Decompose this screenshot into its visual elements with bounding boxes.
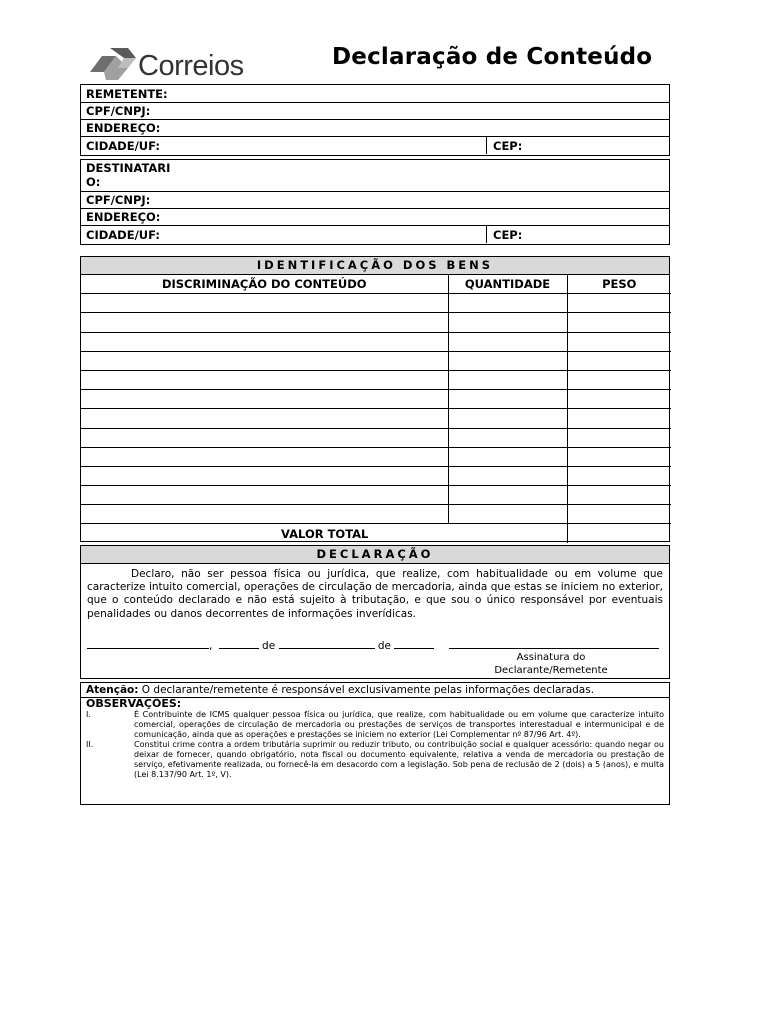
valor-total-label: VALOR TOTAL xyxy=(81,524,567,543)
bens-table xyxy=(81,275,671,543)
quantidade-cell[interactable] xyxy=(448,466,567,485)
observacao-text: É Contribuinte de ICMS qualquer pessoa física ou jurídica, que realize, com habitualidade ou em volume que caracterize intuito comercial, operações de circulação de mercadoria ou prestações de serviços de transportes interestadual e intermunicipal e de comunicação, ainda que as operações e prestações se iniciem no exterior (Lei Complementar nº 87/96 Art. 4º). xyxy=(134,710,664,739)
remetente-section xyxy=(80,84,670,156)
observacoes-section xyxy=(80,682,670,805)
bens-item-row xyxy=(81,447,671,466)
remetente-cpf-label: CPF/CNPJ: xyxy=(86,104,151,118)
declaracao-text: Declaro, não ser pessoa física ou jurídica, que realize, com habitualidade ou em volume que caracterize intuito comercial, operações de circulação de mercadoria, ainda que estas se iniciem no exterior, que o conteúdo declarado e não está sujeito à tributação, e que sou o único responsável por eventuais penalidades ou danos decorrentes de informações inverídicas. xyxy=(87,568,663,620)
quantidade-cell[interactable] xyxy=(448,486,567,505)
peso-cell[interactable] xyxy=(567,351,671,370)
valor-total-value[interactable] xyxy=(567,524,671,543)
atencao-label: Atenção: xyxy=(86,684,139,696)
observacoes-title: OBSERVAÇÕES: xyxy=(86,697,182,710)
signature-blank-wrap xyxy=(449,638,659,652)
peso-cell[interactable] xyxy=(567,370,671,389)
declaracao-section xyxy=(80,545,670,679)
valor-total-row xyxy=(81,524,671,543)
quantidade-cell[interactable] xyxy=(448,351,567,370)
remetente-name-label: REMETENTE: xyxy=(86,86,168,101)
quantidade-cell[interactable] xyxy=(448,313,567,332)
peso-cell[interactable] xyxy=(567,428,671,447)
discriminacao-cell[interactable] xyxy=(81,409,448,428)
destinatario-name-label: DESTINATARI O: xyxy=(86,161,171,189)
year-blank[interactable] xyxy=(394,638,434,649)
col-header-quantidade: QUANTIDADE xyxy=(448,275,567,294)
observacao-num: I. xyxy=(86,710,91,719)
peso-cell[interactable] xyxy=(567,390,671,409)
day-blank[interactable] xyxy=(219,638,259,649)
de-text-2: de xyxy=(377,640,391,652)
signature-blank[interactable] xyxy=(449,638,659,649)
peso-cell[interactable] xyxy=(567,313,671,332)
quantidade-cell[interactable] xyxy=(448,390,567,409)
quantidade-cell[interactable] xyxy=(448,447,567,466)
bens-item-row xyxy=(81,332,671,351)
discriminacao-cell[interactable] xyxy=(81,390,448,409)
observacao-item xyxy=(81,740,669,780)
bens-section xyxy=(80,256,670,542)
observacao-text: Constitui crime contra a ordem tributária suprimir ou reduzir tributo, ou contribuição social e qualquer acessório: quando negar ou deixar de fornecer, quando obrigatório, nota fiscal ou documento equivalente, relativa a venda de mercadoria ou prestação de serviço, efetivamente realizada, ou fornecê-la em desacordo com a legislação. Sob pena de reclusão de 2 (dois) a 5 (anos), e multa (Lei 8.137/90 Art. 1º, V). xyxy=(134,740,664,779)
discriminacao-cell[interactable] xyxy=(81,466,448,485)
bens-header-row xyxy=(81,275,671,294)
discriminacao-cell[interactable] xyxy=(81,351,448,370)
discriminacao-cell[interactable] xyxy=(81,370,448,389)
discriminacao-cell[interactable] xyxy=(81,486,448,505)
destinatario-cpf-row[interactable] xyxy=(81,192,669,209)
date-line xyxy=(87,638,434,652)
comma-text: , xyxy=(209,640,213,652)
de-text-1: de xyxy=(262,640,276,652)
peso-cell[interactable] xyxy=(567,294,671,313)
col-header-peso: PESO xyxy=(567,275,671,294)
bens-item-row xyxy=(81,466,671,485)
correios-logo xyxy=(88,42,264,84)
col-header-discriminacao: DISCRIMINAÇÃO DO CONTEÚDO xyxy=(81,275,448,294)
remetente-cep-field[interactable] xyxy=(486,137,522,154)
quantidade-cell[interactable] xyxy=(448,294,567,313)
bens-item-row xyxy=(81,428,671,447)
quantidade-cell[interactable] xyxy=(448,370,567,389)
bens-title: IDENTIFICAÇÃO DOS BENS xyxy=(81,257,669,275)
peso-cell[interactable] xyxy=(567,332,671,351)
destinatario-city-label: CIDADE/UF: xyxy=(86,227,160,242)
remetente-city-row[interactable] xyxy=(81,137,669,154)
destinatario-cep-field[interactable] xyxy=(486,226,522,243)
remetente-cep-label: CEP: xyxy=(493,138,523,153)
quantidade-cell[interactable] xyxy=(448,332,567,351)
discriminacao-cell[interactable] xyxy=(81,294,448,313)
remetente-cpf-row[interactable] xyxy=(81,103,669,120)
observacao-item xyxy=(81,710,669,740)
discriminacao-cell[interactable] xyxy=(81,332,448,351)
month-blank[interactable] xyxy=(279,638,375,649)
remetente-address-row[interactable] xyxy=(81,120,669,137)
destinatario-city-row[interactable] xyxy=(81,226,669,243)
discriminacao-cell[interactable] xyxy=(81,505,448,524)
city-blank[interactable] xyxy=(87,638,209,649)
bens-item-row xyxy=(81,370,671,389)
quantidade-cell[interactable] xyxy=(448,428,567,447)
declaracao-title: DECLARAÇÃO xyxy=(81,546,669,564)
peso-cell[interactable] xyxy=(567,409,671,428)
destinatario-name-row[interactable] xyxy=(81,160,669,192)
remetente-name-row[interactable] xyxy=(81,85,669,103)
remetente-city-label: CIDADE/UF: xyxy=(86,138,160,153)
peso-cell[interactable] xyxy=(567,466,671,485)
observacao-num: II. xyxy=(86,740,94,749)
destinatario-address-label: ENDEREÇO: xyxy=(86,210,161,224)
bens-item-row xyxy=(81,505,671,524)
discriminacao-cell[interactable] xyxy=(81,447,448,466)
bens-item-row xyxy=(81,390,671,409)
quantidade-cell[interactable] xyxy=(448,505,567,524)
page-title: Declaração de Conteúdo xyxy=(332,44,653,70)
peso-cell[interactable] xyxy=(567,505,671,524)
bens-item-row xyxy=(81,294,671,313)
bens-item-row xyxy=(81,409,671,428)
peso-cell[interactable] xyxy=(567,447,671,466)
bens-item-row xyxy=(81,351,671,370)
atencao-text: O declarante/remetente é responsável exclusivamente pelas informações declaradas. xyxy=(138,684,595,696)
peso-cell[interactable] xyxy=(567,486,671,505)
destinatario-cep-label: CEP: xyxy=(493,227,523,242)
remetente-address-label: ENDEREÇO: xyxy=(86,121,161,135)
discriminacao-cell[interactable] xyxy=(81,428,448,447)
logo-wordmark: Correios xyxy=(138,50,244,82)
bens-item-row xyxy=(81,486,671,505)
atencao-row xyxy=(81,683,669,698)
destinatario-address-row[interactable] xyxy=(81,209,669,226)
quantidade-cell[interactable] xyxy=(448,409,567,428)
bens-item-row xyxy=(81,313,671,332)
destinatario-section xyxy=(80,159,670,245)
signature-caption: Assinatura do Declarante/Remetente xyxy=(494,652,608,676)
discriminacao-cell[interactable] xyxy=(81,313,448,332)
destinatario-cpf-label: CPF/CNPJ: xyxy=(86,193,151,207)
correios-logo-icon xyxy=(88,42,140,84)
